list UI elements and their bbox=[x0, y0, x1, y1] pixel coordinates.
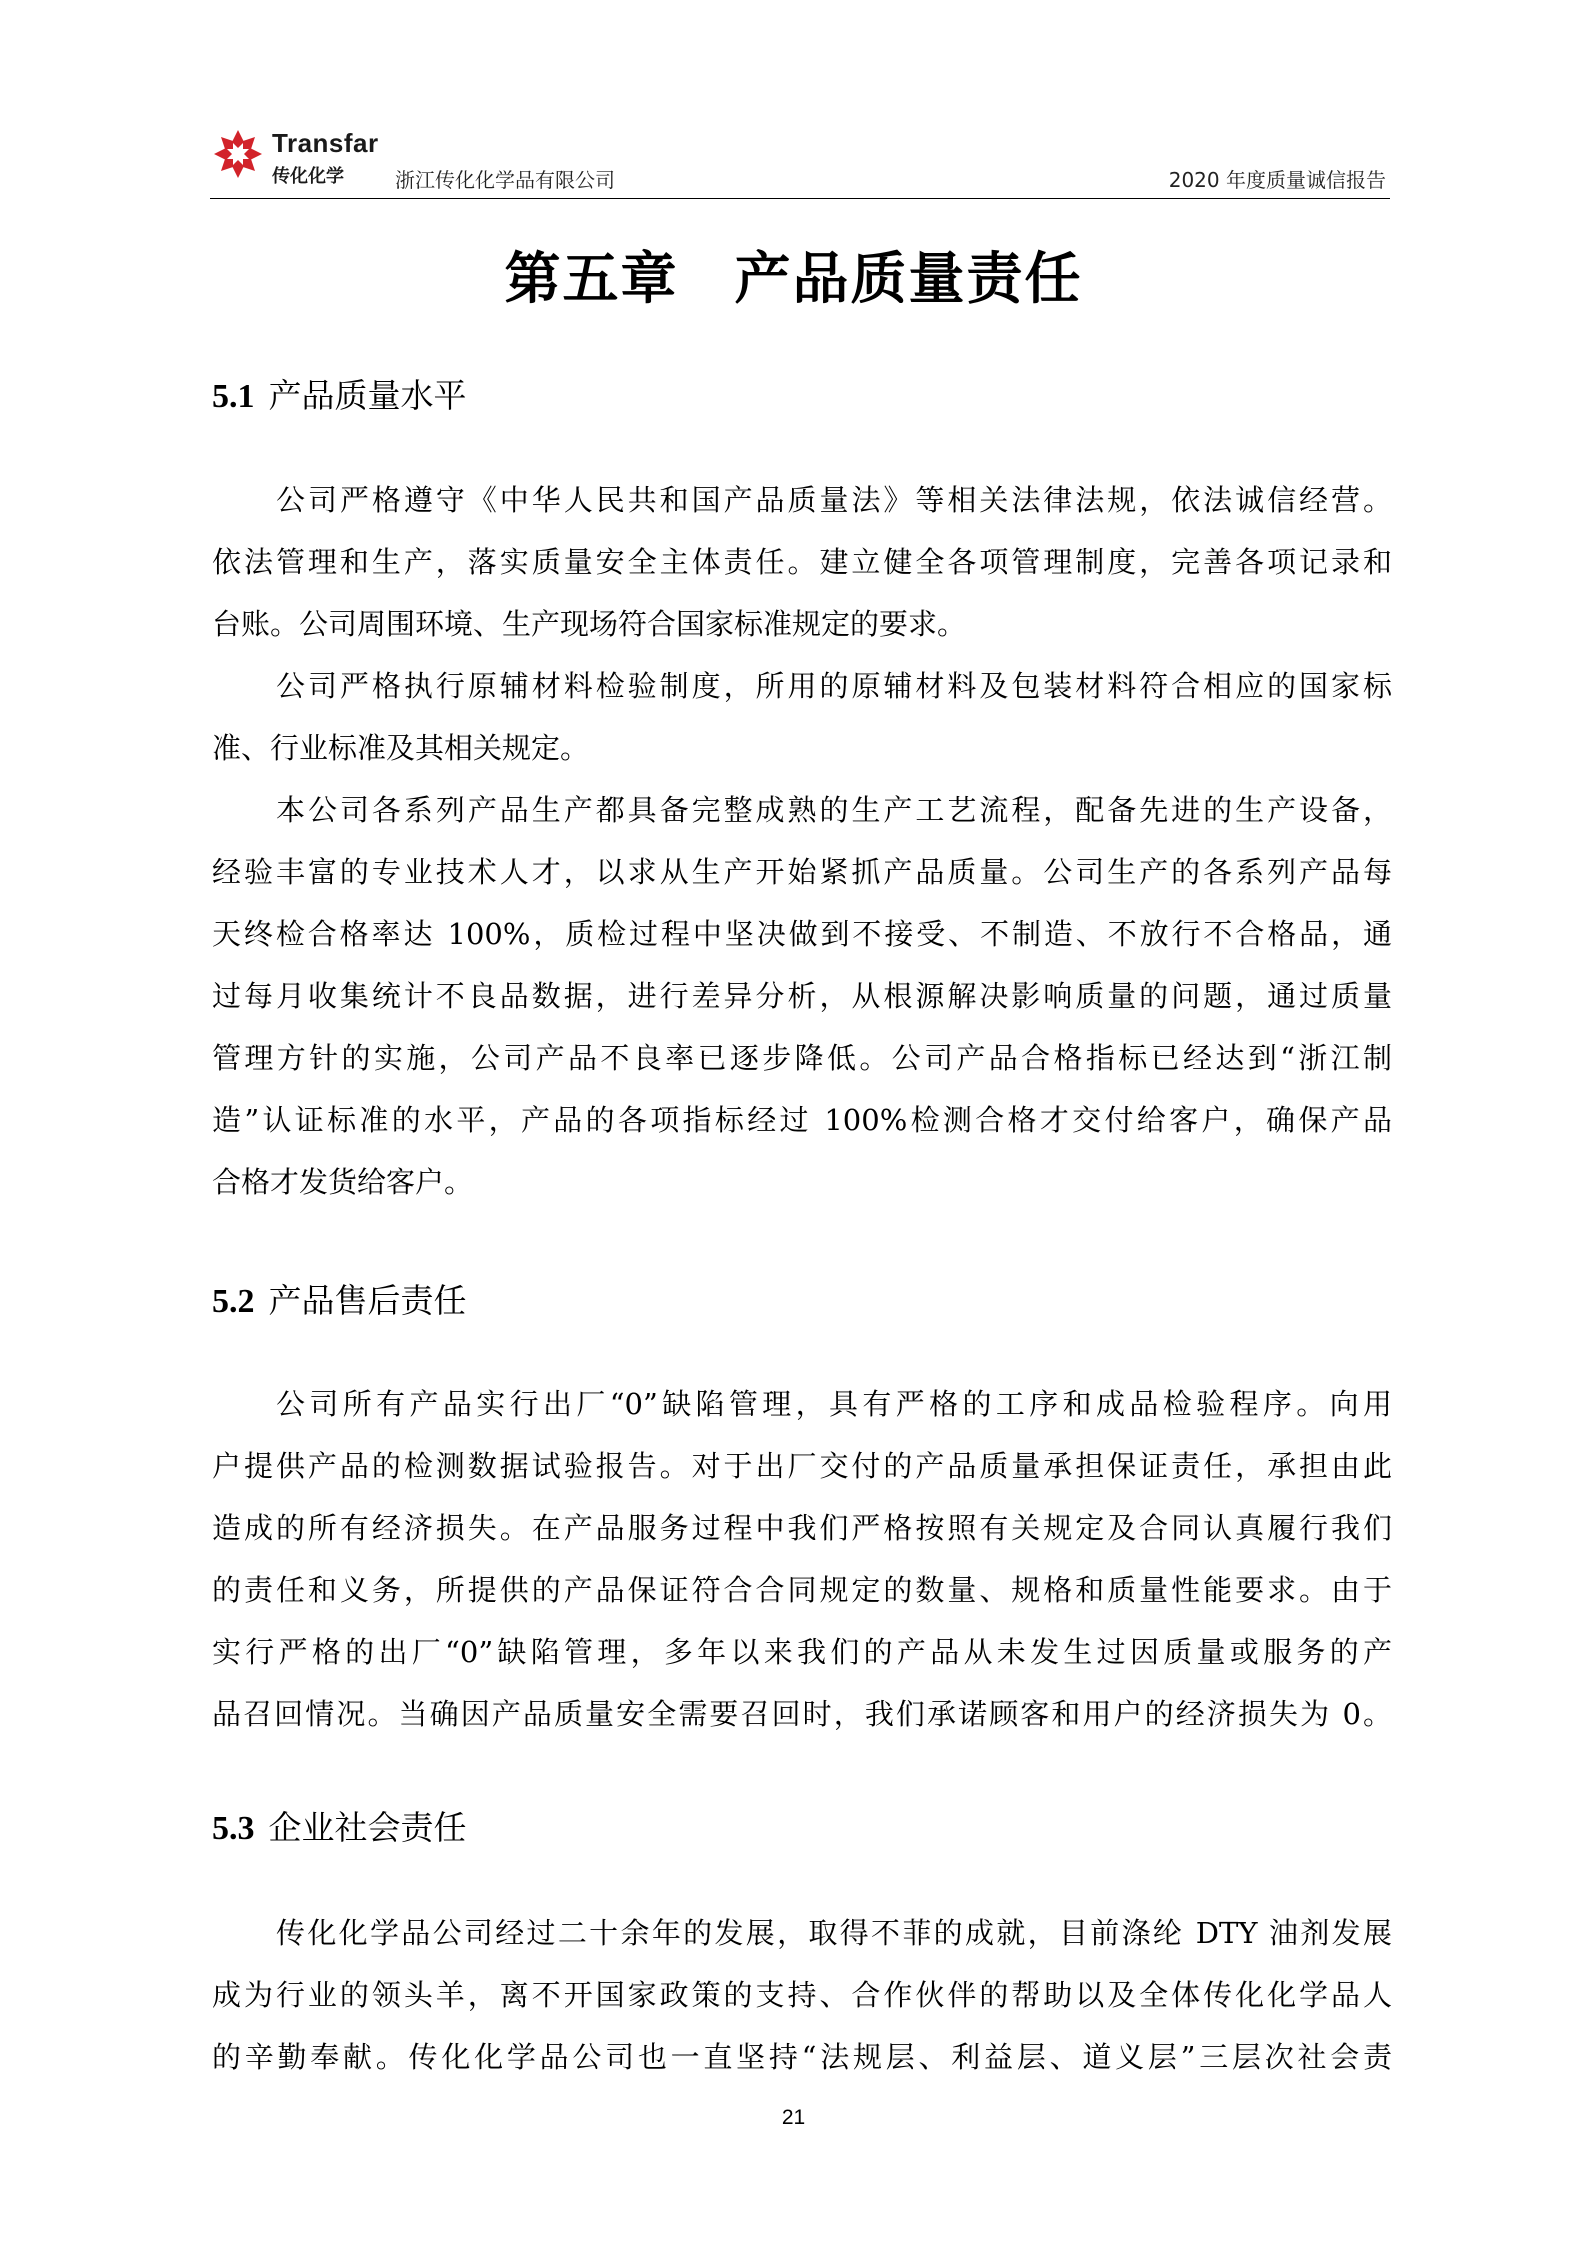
text-line: 本公司各系列产品生产都具备完整成熟的生产工艺流程，配备先进的生产设备， bbox=[276, 793, 1392, 827]
text-line: 成为行业的领头羊，离不开国家政策的支持、合作伙伴的帮助以及全体传化化学品人 bbox=[212, 1978, 1392, 2012]
text-line: 的辛勤奉献。传化化学品公司也一直坚持“法规层、利益层、道义层”三层次社会责 bbox=[212, 2040, 1392, 2074]
text-line: 经验丰富的专业技术人才，以求从生产开始紧抓产品质量。公司生产的各系列产品每 bbox=[212, 855, 1392, 889]
text-line: 天终检合格率达 100%，质检过程中坚决做到不接受、不制造、不放行不合格品，通 bbox=[212, 917, 1392, 951]
text-line: 依法管理和生产，落实质量安全主体责任。建立健全各项管理制度，完善各项记录和 bbox=[212, 545, 1392, 579]
text-line: 造”认证标准的水平，产品的各项指标经过 100%检测合格才交付给客户，确保产品 bbox=[212, 1103, 1392, 1137]
text-line: 管理方针的实施，公司产品不良率已逐步降低。公司产品合格指标已经达到“浙江制 bbox=[212, 1041, 1392, 1075]
logo-text-cn: 传化化学 bbox=[272, 166, 344, 187]
section-heading bbox=[212, 370, 467, 417]
page-header bbox=[210, 120, 1390, 199]
section-number: 5.3 bbox=[212, 1810, 255, 1847]
text-line: 准、行业标准及其相关规定。 bbox=[212, 731, 590, 765]
text-line: 户提供产品的检测数据试验报告。对于出厂交付的产品质量承担保证责任，承担由此 bbox=[212, 1449, 1392, 1483]
page-number: 21 bbox=[781, 2106, 806, 2129]
section-number: 5.1 bbox=[212, 378, 255, 415]
report-title: 2020 年度质量诚信报告 bbox=[1168, 168, 1386, 192]
text-line: 实行严格的出厂“0”缺陷管理，多年以来我们的产品从未发生过因质量或服务的产 bbox=[212, 1635, 1392, 1669]
logo-text-en: Transfar bbox=[272, 128, 379, 158]
chapter-name: 产品质量责任 bbox=[734, 246, 1083, 312]
paragraph bbox=[212, 779, 1392, 1213]
section-title: 产品售后责任 bbox=[268, 1281, 467, 1320]
text-line: 公司所有产品实行出厂“0”缺陷管理，具有严格的工序和成品检验程序。向用 bbox=[276, 1387, 1392, 1421]
text-line: 造成的所有经济损失。在产品服务过程中我们严格按照有关规定及合同认真履行我们 bbox=[212, 1511, 1392, 1545]
transfar-logo-icon bbox=[210, 126, 266, 182]
section-title: 企业社会责任 bbox=[268, 1808, 467, 1847]
text-line: 品召回情况。当确因产品质量安全需要召回时，我们承诺顾客和用户的经济损失为 0。 bbox=[212, 1697, 1392, 1731]
paragraph bbox=[212, 655, 1392, 779]
section-number: 5.2 bbox=[212, 1283, 255, 1320]
text-line: 台账。公司周围环境、生产现场符合国家标准规定的要求。 bbox=[212, 607, 967, 641]
paragraph bbox=[212, 1902, 1392, 2088]
text-line: 过每月收集统计不良品数据，进行差异分析，从根源解决影响质量的问题，通过质量 bbox=[212, 979, 1392, 1013]
transfar-logo bbox=[210, 122, 379, 187]
chapter-title bbox=[0, 235, 1587, 315]
text-line: 公司严格执行原辅材料检验制度，所用的原辅材料及包装材料符合相应的国家标 bbox=[276, 669, 1392, 703]
text-line: 合格才发货给客户。 bbox=[212, 1165, 474, 1199]
section-title: 产品质量水平 bbox=[268, 376, 467, 415]
company-name: 浙江传化化学品有限公司 bbox=[395, 168, 615, 192]
text-line: 传化化学品公司经过二十余年的发展，取得不菲的成就，目前涤纶 DTY 油剂发展 bbox=[276, 1916, 1392, 1950]
section-heading bbox=[212, 1275, 467, 1322]
chapter-number: 第五章 bbox=[504, 246, 679, 312]
text-line: 公司严格遵守《中华人民共和国产品质量法》等相关法律法规，依法诚信经营。 bbox=[276, 483, 1392, 517]
paragraph bbox=[212, 469, 1392, 655]
section-heading bbox=[212, 1802, 467, 1849]
text-line: 的责任和义务，所提供的产品保证符合合同规定的数量、规格和质量性能要求。由于 bbox=[212, 1573, 1392, 1607]
paragraph bbox=[212, 1373, 1392, 1745]
